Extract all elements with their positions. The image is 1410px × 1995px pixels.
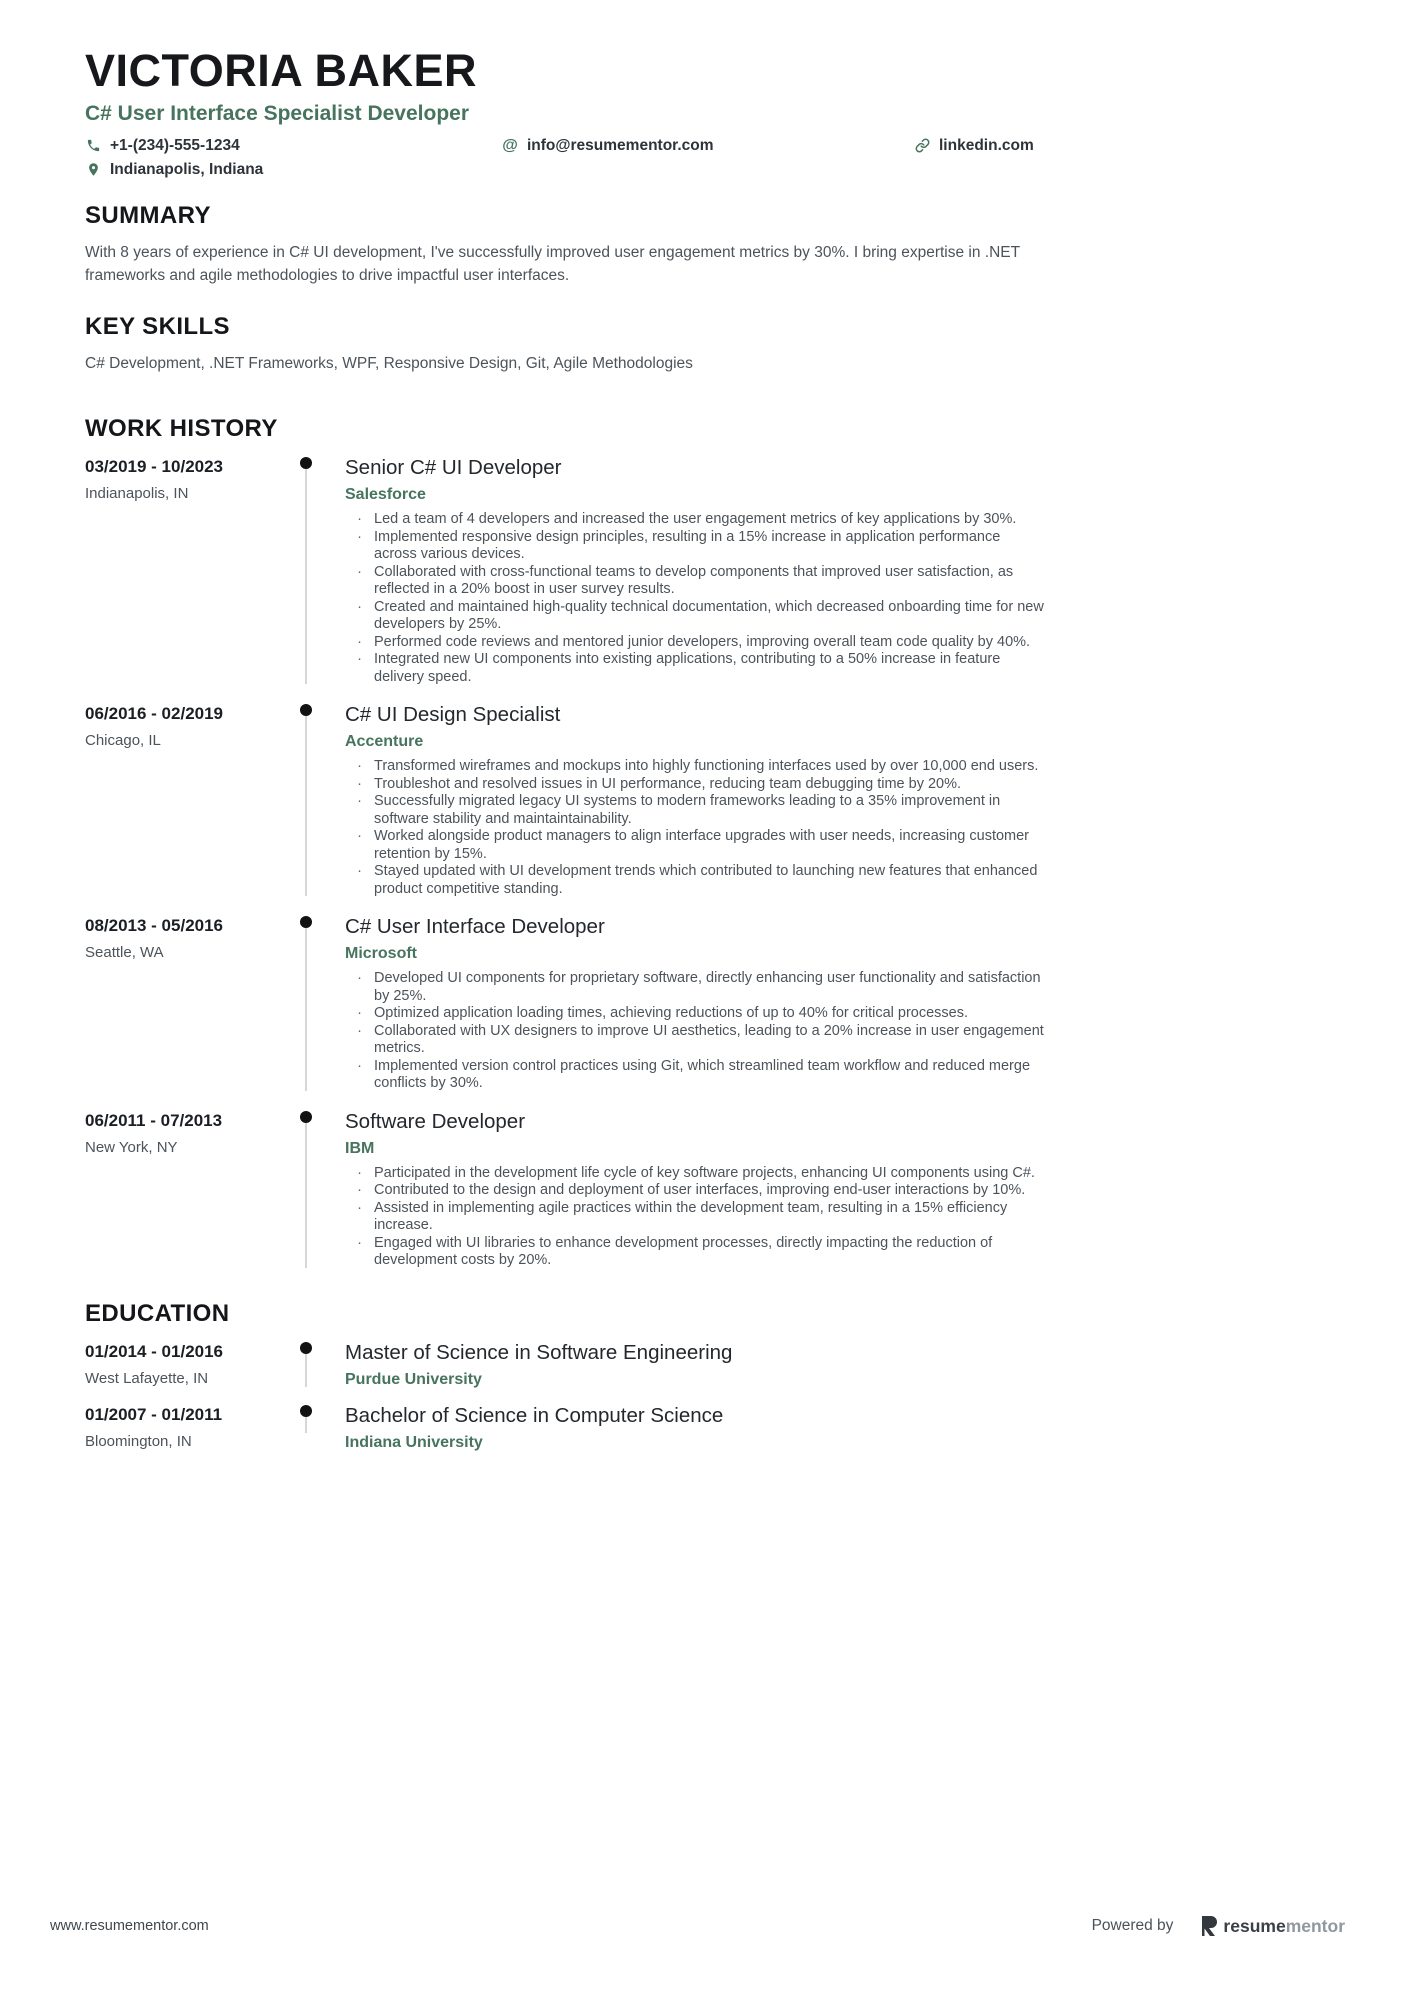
- job-bullet: [345, 863, 1045, 898]
- bullet-text: Created and maintained high-quality technical documentation, which decreased onboarding time for new developers by 25%.: [374, 598, 1044, 632]
- job-bullet: [345, 1165, 1045, 1183]
- contact-linkedin-label: linkedin.com: [939, 137, 1034, 154]
- timeline-line: [305, 1354, 307, 1387]
- bullet-text: Assisted in implementing agile practices within the development team, resulting in a 15% efficiency increase.: [374, 1199, 1008, 1233]
- job-bullet: [345, 1023, 1045, 1058]
- job-bullet: [345, 828, 1045, 863]
- job-bullets: [345, 758, 1045, 898]
- bullet-dot-icon: ·: [357, 1057, 362, 1074]
- contact-location-label: Indianapolis, Indiana: [110, 161, 264, 178]
- bullet-dot-icon: ·: [357, 758, 362, 774]
- bullet-dot-icon: ·: [357, 633, 362, 650]
- entry-location: New York, NY: [85, 1138, 178, 1156]
- at-icon: @: [502, 136, 518, 154]
- entry-body: [312, 1340, 1080, 1389]
- bullet-dot-icon: ·: [357, 651, 362, 667]
- work-history-list: [85, 455, 1080, 1270]
- timeline-line: [305, 716, 307, 896]
- bullet-text: Performed code reviews and mentored junior developers, improving overall team code quality by 40%.: [374, 633, 1031, 650]
- job-bullet: [345, 1005, 1045, 1023]
- job-bullet: [345, 970, 1045, 1005]
- bullet-text: Developed UI components for proprietary software, directly enhancing user functionality and satisfaction by 25%.: [374, 970, 1041, 1004]
- brand-logo-icon: [1199, 1915, 1219, 1937]
- entry-dates: 01/2014 - 01/2016: [85, 1341, 224, 1361]
- bullet-text: Optimized application loading times, achieving reductions of up to 40% for critical processes.: [374, 1005, 968, 1021]
- candidate-name: VICTORIA BAKER: [85, 45, 478, 96]
- contact-email-label: info@resumementor.com: [527, 137, 714, 154]
- company-name: Accenture: [345, 733, 424, 750]
- bullet-text: Implemented responsive design principles, resulting in a 15% increase in application performance across various devices.: [374, 528, 1001, 562]
- bullet-dot-icon: ·: [357, 970, 362, 986]
- education-heading: EDUCATION: [85, 1299, 230, 1327]
- timeline-dot-icon: [300, 916, 312, 928]
- degree-title: Master of Science in Software Engineering: [345, 1340, 733, 1364]
- timeline: [300, 1340, 312, 1389]
- bullet-dot-icon: ·: [357, 528, 362, 545]
- education-list: [85, 1340, 1080, 1452]
- company-name: Salesforce: [345, 486, 426, 503]
- phone-icon: [85, 138, 101, 154]
- bullet-dot-icon: ·: [357, 775, 362, 792]
- job-bullet: [345, 564, 1045, 599]
- work-history-entry: [85, 702, 1080, 898]
- bullet-dot-icon: ·: [357, 1182, 362, 1198]
- bullet-dot-icon: ·: [357, 511, 362, 527]
- timeline-line: [305, 1417, 307, 1433]
- entry-location: West Lafayette, IN: [85, 1369, 209, 1387]
- bullet-text: Engaged with UI libraries to enhance development processes, directly impacting the reduction of development costs by 20%.: [374, 1234, 993, 1268]
- timeline: [300, 1403, 312, 1452]
- brand-text-bold: resume: [1223, 1915, 1286, 1936]
- entry-body: [312, 914, 1080, 1093]
- job-bullets: [345, 1165, 1045, 1270]
- bullet-dot-icon: ·: [357, 1005, 362, 1021]
- contact-phone-label: +1-(234)-555-1234: [110, 137, 240, 154]
- job-bullet: [345, 1200, 1045, 1235]
- entry-when: [85, 914, 300, 1093]
- contact-info: [85, 135, 1080, 180]
- bullet-dot-icon: ·: [357, 563, 362, 580]
- work-history-entry: [85, 914, 1080, 1093]
- timeline-line: [305, 1123, 307, 1268]
- company-name: IBM: [345, 1139, 375, 1157]
- work-history-entry: [85, 455, 1080, 686]
- entry-when: [85, 455, 300, 686]
- entry-when: [85, 1340, 300, 1389]
- bullet-dot-icon: ·: [357, 863, 362, 879]
- contact-phone[interactable]: [85, 135, 502, 156]
- bullet-text: Implemented version control practices using Git, which streamlined team workflow and reduced merge conflicts by 30%.: [374, 1057, 1031, 1091]
- timeline-dot-icon: [300, 1111, 312, 1123]
- bullet-text: Stayed updated with UI development trends which contributed to launching new features that enhanced product competitive standing.: [374, 863, 1038, 897]
- company-name: Microsoft: [345, 945, 417, 962]
- timeline-dot-icon: [300, 704, 312, 716]
- job-title: Senior C# UI Developer: [345, 456, 562, 479]
- bullet-text: Integrated new UI components into existing applications, contributing to a 50% increase in feature delivery speed.: [374, 651, 1001, 685]
- contact-linkedin[interactable]: [914, 135, 1080, 156]
- job-bullet: [345, 634, 1045, 652]
- job-bullet: [345, 1182, 1045, 1200]
- entry-body: [312, 1109, 1080, 1270]
- job-bullet: [345, 529, 1045, 564]
- bullet-dot-icon: ·: [357, 1022, 362, 1039]
- bullet-text: Transformed wireframes and mockups into highly functioning interfaces used by over 10,000 end users.: [374, 758, 1039, 774]
- entry-location: Seattle, WA: [85, 944, 164, 961]
- resume-header: [85, 45, 1080, 180]
- powered-by-label: Powered by: [1091, 1917, 1174, 1934]
- candidate-title: C# User Interface Specialist Developer: [85, 102, 470, 125]
- job-bullet: [345, 599, 1045, 634]
- timeline: [300, 914, 312, 1093]
- contact-email[interactable]: [502, 135, 914, 156]
- timeline: [300, 1109, 312, 1270]
- timeline-dot-icon: [300, 457, 312, 469]
- entry-dates: 03/2019 - 10/2023: [85, 457, 224, 476]
- job-title: Software Developer: [345, 1109, 526, 1133]
- brand-logo[interactable]: [1199, 1915, 1345, 1937]
- bullet-dot-icon: ·: [357, 828, 362, 844]
- entry-dates: 08/2013 - 05/2016: [85, 916, 224, 935]
- entry-dates: 06/2016 - 02/2019: [85, 704, 224, 723]
- timeline-line: [305, 928, 307, 1091]
- entry-location: Chicago, IL: [85, 732, 161, 749]
- job-bullets: [345, 970, 1045, 1093]
- location-pin-icon: [85, 162, 101, 178]
- entry-when: [85, 702, 300, 898]
- summary-heading: SUMMARY: [85, 202, 211, 229]
- website-link[interactable]: www.resumementor.com: [50, 1918, 209, 1934]
- job-title: C# User Interface Developer: [345, 915, 605, 938]
- entry-dates: 06/2011 - 07/2013: [85, 1110, 223, 1130]
- timeline-line: [305, 469, 307, 684]
- timeline-dot-icon: [300, 1342, 312, 1354]
- entry-location: Indianapolis, IN: [85, 485, 189, 502]
- bullet-text: Collaborated with cross-functional teams to develop components that improved user satisfaction, as reflected in a 20% boost in user survey results.: [374, 563, 1014, 597]
- job-bullet: [345, 793, 1045, 828]
- page-footer: [0, 1915, 1410, 1937]
- work-history-entry: [85, 1109, 1080, 1270]
- bullet-dot-icon: ·: [357, 1234, 362, 1251]
- entry-when: [85, 1403, 300, 1452]
- bullet-dot-icon: ·: [357, 598, 362, 615]
- bullet-text: Collaborated with UX designers to improve UI aesthetics, leading to a 20% increase in user engagement metrics.: [374, 1022, 1044, 1056]
- timeline: [300, 702, 312, 898]
- entry-location: Bloomington, IN: [85, 1432, 192, 1450]
- key-skills-heading: KEY SKILLS: [85, 313, 230, 340]
- job-title: C# UI Design Specialist: [345, 703, 561, 726]
- school-name: Purdue University: [345, 1370, 482, 1388]
- timeline-dot-icon: [300, 1405, 312, 1417]
- bullet-text: Contributed to the design and deployment of user interfaces, improving end-user interactions by 10%.: [374, 1182, 1026, 1198]
- bullet-text: Successfully migrated legacy UI systems to modern frameworks leading to a 35% improvement in software stability and maintaintainability.: [374, 793, 1001, 827]
- job-bullet: [345, 758, 1045, 776]
- bullet-text: Participated in the development life cycle of key software projects, enhancing UI components using C#.: [374, 1164, 1035, 1181]
- bullet-text: Led a team of 4 developers and increased the user engagement metrics of key applications by 30%.: [374, 511, 1017, 527]
- bullet-dot-icon: ·: [357, 1164, 362, 1181]
- summary-text: With 8 years of experience in C# UI development, I've successfully improved user engagement metrics by 30%. I bring expertise in .NET frameworks and agile methodologies to drive impactful user interfaces.: [85, 244, 1020, 284]
- job-bullet: [345, 1058, 1045, 1093]
- entry-body: [312, 1403, 1080, 1452]
- job-bullet: [345, 1235, 1045, 1270]
- bullet-text: Worked alongside product managers to align interface upgrades with user needs, increasing customer retention by 15%.: [374, 828, 1030, 862]
- degree-title: Bachelor of Science in Computer Science: [345, 1403, 724, 1427]
- entry-dates: 01/2007 - 01/2011: [85, 1404, 223, 1424]
- entry-when: [85, 1109, 300, 1270]
- contact-location: [85, 159, 502, 180]
- education-entry: [85, 1403, 1080, 1452]
- brand-text-light: mentor: [1285, 1915, 1345, 1936]
- job-bullets: [345, 511, 1045, 686]
- timeline: [300, 455, 312, 686]
- powered-by: [1092, 1915, 1345, 1937]
- job-bullet: [345, 776, 1045, 794]
- key-skills-text: C# Development, .NET Frameworks, WPF, Responsive Design, Git, Agile Methodologies: [85, 355, 693, 372]
- school-name: Indiana University: [345, 1433, 483, 1451]
- bullet-dot-icon: ·: [357, 793, 362, 809]
- job-bullet: [345, 651, 1045, 686]
- entry-body: [312, 702, 1080, 898]
- entry-body: [312, 455, 1080, 686]
- bullet-dot-icon: ·: [357, 1199, 362, 1216]
- link-icon: [914, 138, 930, 154]
- work-history-heading: WORK HISTORY: [85, 415, 278, 442]
- education-entry: [85, 1340, 1080, 1389]
- bullet-text: Troubleshot and resolved issues in UI performance, reducing team debugging time by 20%.: [374, 775, 962, 792]
- job-bullet: [345, 511, 1045, 529]
